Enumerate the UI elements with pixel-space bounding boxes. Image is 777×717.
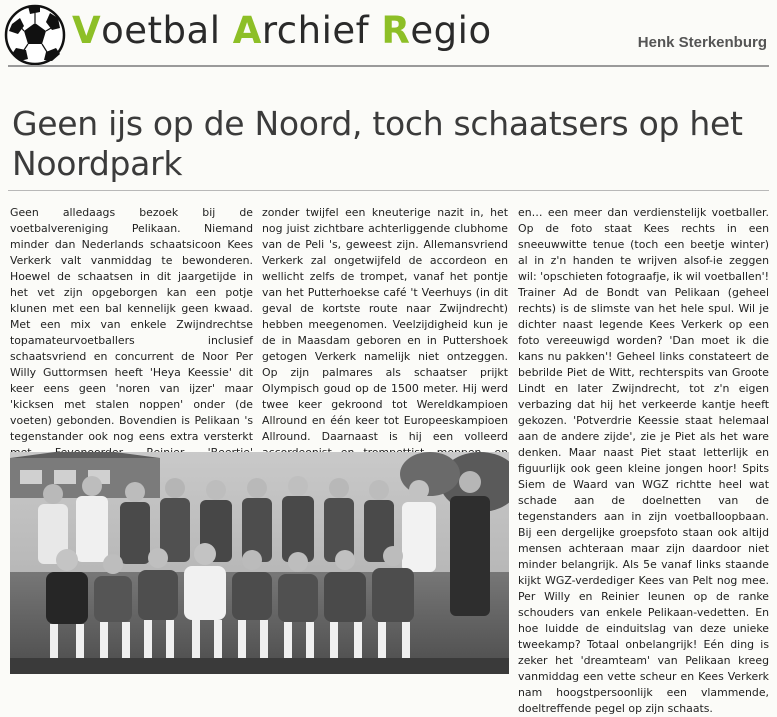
author-name: Henk Sterkenburg: [637, 34, 767, 51]
article-column-3: [518, 205, 769, 717]
headline-divider: [8, 190, 769, 191]
column-1-text: Geen alledaags bezoek bij de voetbalvereniging Pelikaan. Niemand minder dan Nederlands schaatsicoon Kees Verkerk valt vanmiddag te bewonderen. Hoewel de schaatsen in dit jaargetijde in het vet zijn opgeborgen kan een potje klunen met een bal kennelijk geen kwaad. Met een mix van enkele Zwijndrechtse topamateurvoetballers inclusief schaatsvriend en concurrent de Noor Per Willy Guttormsen heeft 'Heya Keessie' dit keer eens geen 'noren van ijzer' maar 'kicksen met stalen noppen' onder (de voeten) gebonden. Bovendien is Pelikaan 's tegenstander ook nog eens extra versterkt: [10, 206, 253, 443]
header-divider: [8, 65, 769, 67]
masthead: [0, 0, 777, 68]
team-photo-illustration: [10, 452, 509, 674]
column-2-text: zonder twijfel een kneuterige nazit in, het nog juist zichtbare achterliggende clubhome van de Peli 's, geweest zijn. Allemansvriend Verkerk zal ongetwijfeld de accordeon en wellicht zelfs de trompet, vanaf het pontje van het Putterhoekse café 't Veerhuys (in dit geval de kortste route naar Zwijndrecht) hebben meegenomen. Veelzijdigheid kun je de in Maasdam geboren en in Puttershoek getogen Verkerk namelijk niet ontzeggen. Op zijn palmares als schaatser prijkt Olympisch goud op de 1500 meter. Hij werd twee keer gekroond tot Wereldkampioen Allround en één keer tot Europeeskampioen Allround. Daarnaast is hij een volleerd: [262, 206, 508, 443]
masthead-title: Voetbal Archief Regio: [72, 9, 492, 52]
article-column-2: [262, 205, 508, 477]
article-column-1: [10, 205, 253, 493]
column-3-text: en… een meer dan verdienstelijk voetballer. Op de foto staat Kees rechts in een sneeuwwitte tenue (toch een beetje winter) al in z'n handen te wrijven alsof-ie zeggen wil: 'opschieten fotograafje, ik wil voetballen'! Trainer Ad de Bondt van Pelikaan (geheel rechts) is de slimste van het hele spul. Wil je dichter naast legende Kees Verkerk op een foto vereeuwigd worden? 'Dan moet ik die kans nu pakken'! Geheel links constateert de bebrilde Piet de Witt, rechterspits van Groote Lindt en later Zwijndrecht, tot z'n eigen verbazing dat hij het verkeerde kantje heeft gekozen. 'Potverdrie Keessie staat helemaal aan de andere zijde', zie je Piet als het ware denken. Maar naast Piet staat letterlijk en figuurlijk ook geen kleine jongen hoor! Spits Siem de Waard van WGZ richtte heel wat schade aan de doelnetten van de tegenstanders aan in zijn voetballoopbaan. Bij een dergelijke groepsfoto staan ook altijd mensen achteraan maar zijn daardoor niet minder belangrijk. Als 5e vanaf links staande kijkt WGZ-verdediger Kees van Pelt nog mee. Per Willy en Reinier leunen op de ranke schouders van enkele Pelikaan-vedetten. En hoe luidde de einduitslag van deze unieke tweekamp? Totaal onbelangrijk! Eén ding is zeker het 'dreamteam' van Pelikaan kreeg vanmiddag een vette scheur en Kees Verkerk nam hoogstpersoonlijk een vlammende, doeltreffende pegel op zijn schaats.: [518, 206, 769, 715]
article-headline: Geen ijs op de Noord, toch schaatsers op het Noordpark: [12, 104, 743, 184]
team-photo: [10, 452, 509, 674]
soccer-ball-icon: [4, 4, 66, 66]
